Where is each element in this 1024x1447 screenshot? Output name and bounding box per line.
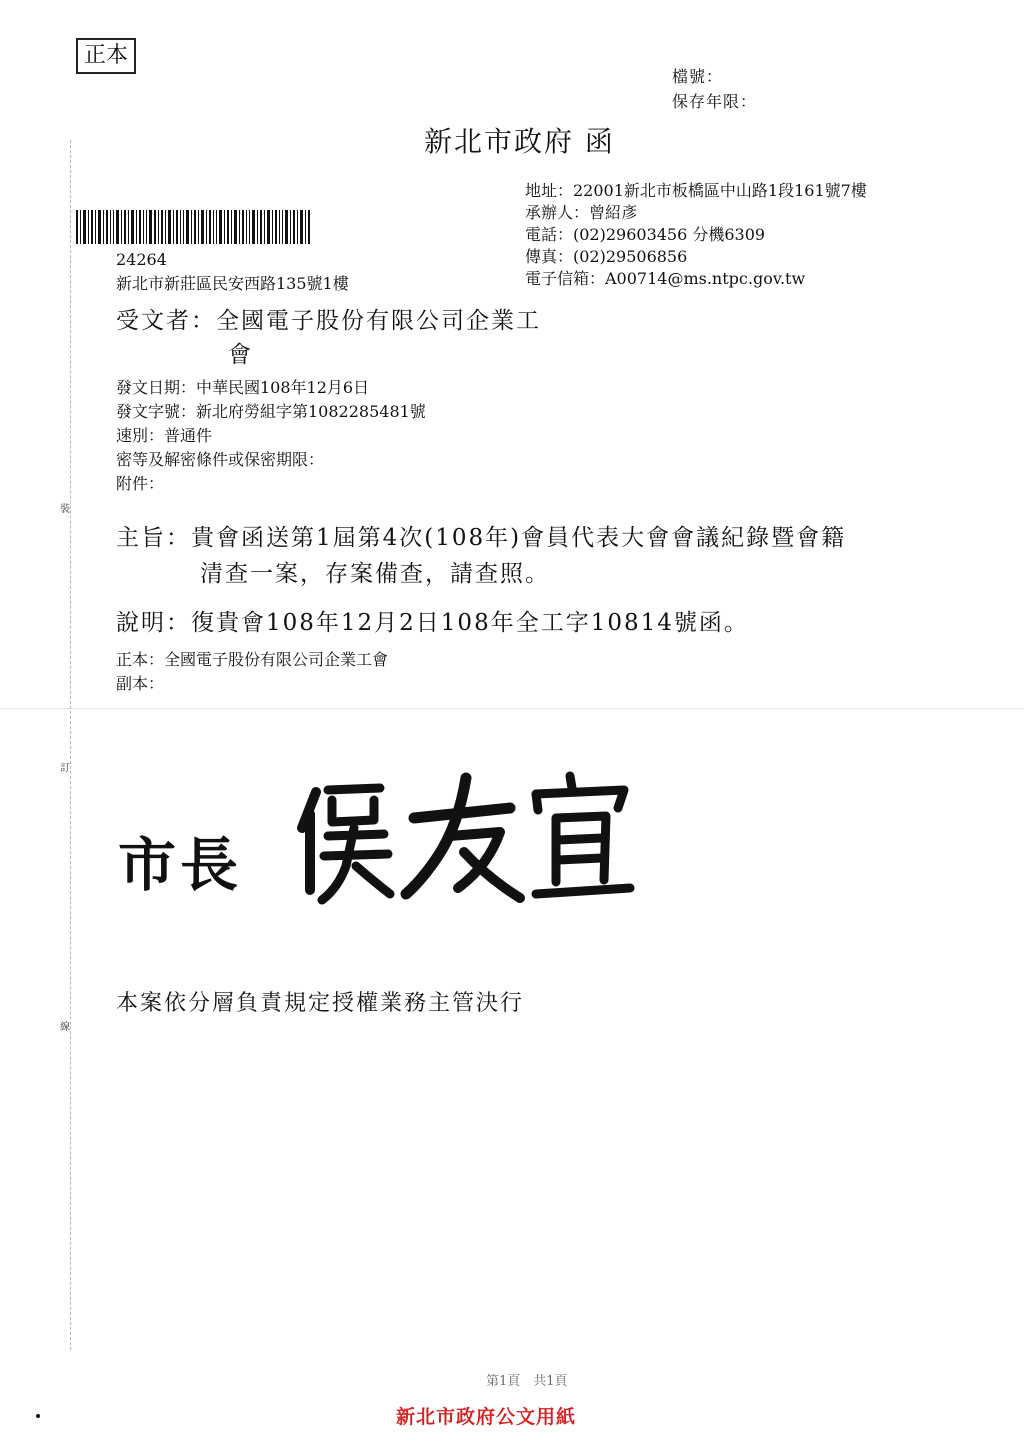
sender-address: 地址：22001新北市板橋區中山路1段161號7樓 (525, 181, 867, 200)
file-number-label: 檔號： (672, 67, 724, 86)
page-count: 第1頁 共1頁 (486, 1374, 568, 1389)
receiver (116, 304, 541, 372)
fax-number: 傳真：(02)29506856 (525, 247, 688, 266)
fold-line (0, 708, 1024, 709)
phone-number: 電話：(02)29603456 分機6309 (525, 225, 766, 244)
sender-contact (525, 180, 867, 290)
barcode-image (76, 210, 311, 244)
mayor-signature (288, 770, 648, 920)
mayor-title: 市長 (118, 831, 243, 899)
attachments: 附件： (116, 474, 165, 493)
document-meta (116, 376, 426, 496)
handler-name: 承辦人：曾紹彥 (525, 203, 638, 222)
binding-line (70, 140, 71, 1350)
explanation: 說明：復貴會108年12月2日108年全工字10814號函。 (116, 610, 749, 636)
original-recipient: 正本：全國電子股份有限公司企業工會 (116, 650, 389, 669)
binding-mark-xian: 線 (60, 1016, 70, 1035)
binding-mark-zhuang: 裝 (60, 498, 70, 517)
retention-label: 保存年限： (672, 92, 758, 111)
recipient-address: 新北市新莊區民安西路135號1樓 (116, 274, 349, 293)
delegation-note: 本案依分層負責規定授權業務主管決行 (116, 991, 525, 1016)
recipient-mailing-address (116, 248, 349, 296)
secrecy-level: 密等及解密條件或保密期限： (116, 450, 325, 469)
delivery-speed: 速別：普通件 (116, 426, 213, 445)
document-title: 新北市政府 函 (424, 125, 615, 158)
binding-mark-ding: 訂 (60, 757, 70, 776)
receiver-line-1: 受文者：全國電子股份有限公司企業工 (116, 308, 541, 334)
document-number: 發文字號：新北府勞組字第1082285481號 (116, 402, 426, 421)
copy-recipients (116, 648, 388, 696)
subject (116, 520, 846, 592)
issue-date: 發文日期：中華民國108年12月6日 (116, 378, 370, 397)
original-copy-stamp: 正本 (76, 38, 136, 74)
subject-line-1: 主旨：貴會函送第1屆第4次(108年)會員代表大會會議紀錄暨會籍 (116, 525, 847, 551)
subject-line-2: 清查一案，存案備查，請查照。 (200, 561, 550, 587)
archive-info (672, 64, 757, 114)
email-address: 電子信箱：A00714@ms.ntpc.gov.tw (525, 269, 806, 288)
ink-speck (36, 1414, 40, 1418)
receiver-line-2: 會 (228, 342, 253, 368)
postcode: 24264 (116, 250, 167, 269)
official-paper-label: 新北市政府公文用紙 (396, 1406, 577, 1428)
duplicate-recipient: 副本： (116, 674, 165, 693)
